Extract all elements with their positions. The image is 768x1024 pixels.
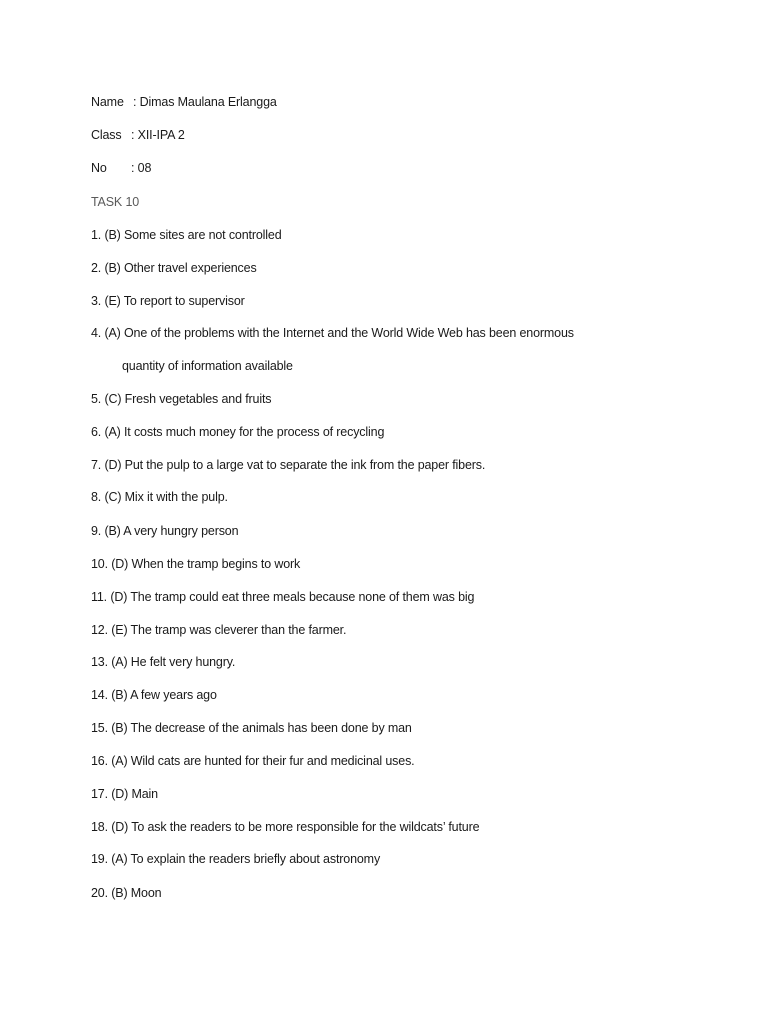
answer-item: 18. (D) To ask the readers to be more responsible for the wildcats’ future bbox=[91, 820, 480, 834]
answer-item: 4. (A) One of the problems with the Internet and the World Wide Web has been enormous bbox=[91, 326, 574, 340]
answer-item: 10. (D) When the tramp begins to work bbox=[91, 557, 301, 571]
answer-item: 7. (D) Put the pulp to a large vat to separate the ink from the paper fibers. bbox=[91, 458, 486, 472]
answer-item: 16. (A) Wild cats are hunted for their fur and medicinal uses. bbox=[91, 754, 415, 768]
answer-item: 2. (B) Other travel experiences bbox=[91, 261, 257, 275]
answer-item: 3. (E) To report to supervisor bbox=[91, 294, 245, 308]
answer-item: 13. (A) He felt very hungry. bbox=[91, 655, 236, 669]
class-label: Class bbox=[91, 128, 122, 142]
answer-item: 11. (D) The tramp could eat three meals because none of them was big bbox=[91, 590, 475, 604]
task-heading: TASK 10 bbox=[91, 195, 140, 209]
class-value: : XII-IPA 2 bbox=[131, 128, 185, 142]
answer-item: 9. (B) A very hungry person bbox=[91, 524, 239, 538]
name-row bbox=[91, 95, 277, 109]
answer-item: 6. (A) It costs much money for the process of recycling bbox=[91, 425, 385, 439]
answer-item: 12. (E) The tramp was cleverer than the farmer. bbox=[91, 623, 347, 637]
answer-item: 20. (B) Moon bbox=[91, 886, 162, 900]
answer-item: 14. (B) A few years ago bbox=[91, 688, 217, 702]
answer-item: 8. (C) Mix it with the pulp. bbox=[91, 490, 228, 504]
answer-item-continuation: quantity of information available bbox=[122, 359, 293, 373]
name-label: Name bbox=[91, 95, 124, 109]
no-label: No bbox=[91, 161, 107, 175]
no-row bbox=[91, 161, 151, 175]
answer-item: 5. (C) Fresh vegetables and fruits bbox=[91, 392, 272, 406]
answer-item: 17. (D) Main bbox=[91, 787, 158, 801]
class-row bbox=[91, 128, 185, 142]
answer-item: 15. (B) The decrease of the animals has been done by man bbox=[91, 721, 412, 735]
answer-item: 1. (B) Some sites are not controlled bbox=[91, 228, 282, 242]
answer-item: 19. (A) To explain the readers briefly about astronomy bbox=[91, 852, 381, 866]
name-value: : Dimas Maulana Erlangga bbox=[133, 95, 277, 109]
no-value: : 08 bbox=[131, 161, 152, 175]
